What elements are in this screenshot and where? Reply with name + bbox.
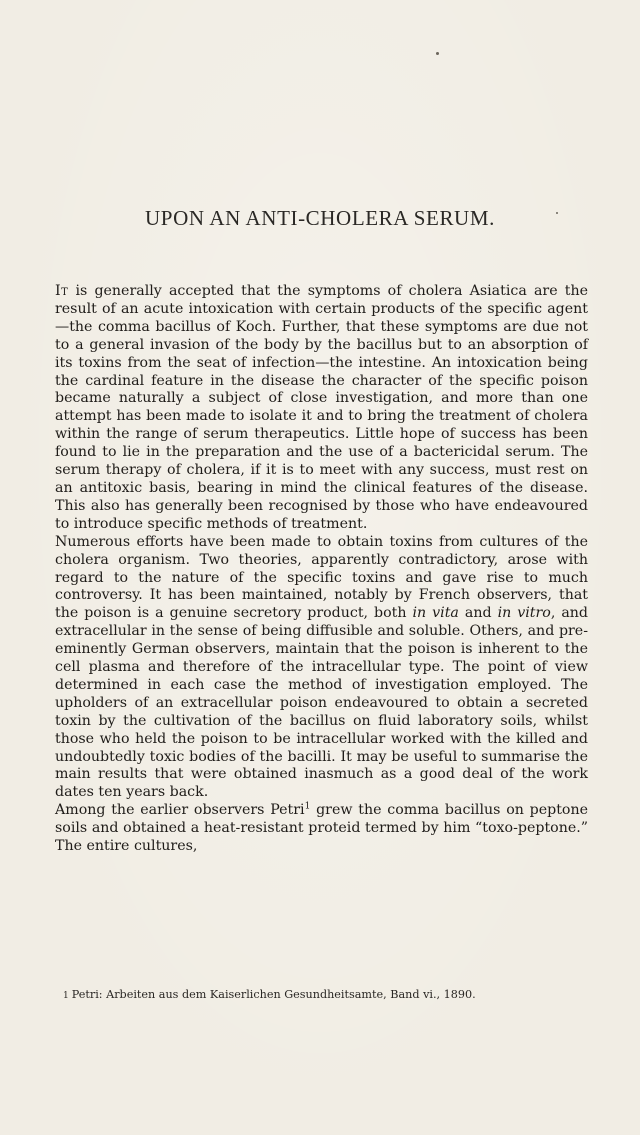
italic-phrase: in vita bbox=[412, 605, 459, 622]
opening-word: It bbox=[55, 283, 69, 299]
footnote-reference: 1 bbox=[304, 801, 311, 812]
paragraph-text: , and extracellular in the sense of being diffusible and soluble. Others, and pre-eminently German observers, maintain that the poison is inherent to the cell plasma and therefore of the intracellular type. The point of view determined in each case the method of investigation employed. The upholders of an extracellular poison endeavoured to obtain a secreted toxin by the cultivation of the bacillus on fluid laboratory soils, whilst those who held the poison to be intracellular worked with the killed and undoubtedly toxic bodies of the bacilli. It may be useful to summarise the main results that were obtained inasmuch as a good deal of the work dates ten years back. bbox=[55, 605, 588, 801]
paragraph-text: Among the earlier observers Petri bbox=[55, 802, 305, 819]
paragraph-text: is generally accepted that the symptoms of cholera Asiatica are the result of an acute intoxication with certain products of the specific agent—the comma bacillus of Koch. Further, that these symptoms are due not to a general invasion of the body by the bacillus but to an absorption of its toxins from the seat of infection—the intestine. An intoxication being the cardinal feature in the disease the character of the specific poison became naturally a subject of close investigation, and more than one attempt has been made to isolate it and to bring the treatment of cholera within the range of serum therapeutics. Little hope of success has been found to lie in the preparation and the use of a bactericidal serum. The serum therapy of cholera, if it is to meet with any success, must rest on an antitoxic basis, bearing in mind the clinical features of the disease. This also has generally been recognised by those who have endeavoured to introduce specific methods of treatment. bbox=[55, 283, 588, 532]
paragraph-text: grew the comma bacillus on peptone soils and obtained a heat-resistant proteid termed by him “toxo-peptone.” The entire cultures, bbox=[55, 802, 588, 855]
article-body bbox=[55, 283, 588, 856]
footnote-mark: 1 bbox=[63, 991, 69, 1001]
footnote-text: Petri: Arbeiten aus dem Kaiserlichen Gesundheitsamte, Band vi., 1890. bbox=[71, 988, 476, 1001]
article-title: UPON AN ANTI-CHOLERA SERUM. bbox=[145, 206, 495, 230]
italic-phrase: in vitro bbox=[497, 605, 551, 622]
paragraph bbox=[55, 534, 588, 803]
paper-speck bbox=[436, 52, 439, 55]
paragraph-text: and bbox=[458, 605, 498, 622]
paragraph bbox=[55, 802, 588, 856]
paragraph-text: Numerous efforts have been made to obtain toxins from cultures of the cholera organism. Two theories, apparently contradictory, arose with regard to the nature of the specific toxins and gave rise to much controversy. It has been maintained, notably by French observers, that the poison is a genuine secretory product, both bbox=[55, 533, 588, 622]
footnote bbox=[55, 988, 595, 1004]
paragraph bbox=[55, 283, 588, 534]
